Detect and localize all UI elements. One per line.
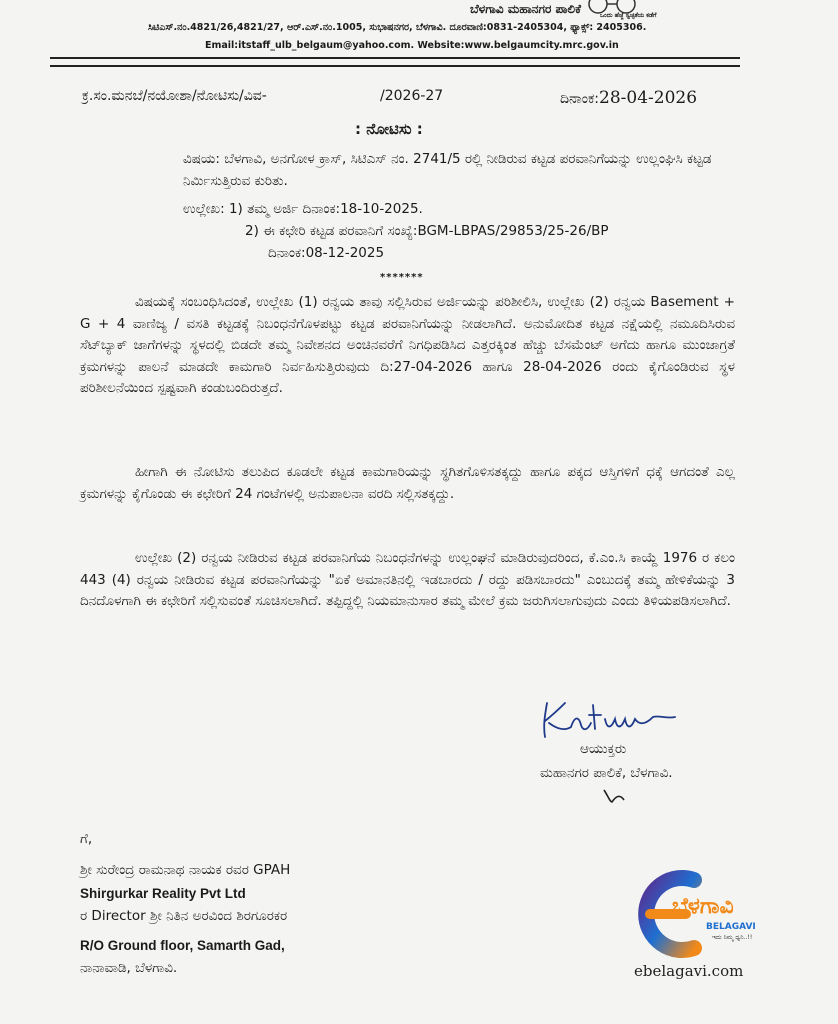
logo-brand: ಬೆಳಗಾವಿ [672,894,734,919]
reference-item-1: 1) ತಮ್ಮ ಅರ್ಜಿ ದಿನಾಂಕ:18-10-2025. [228,201,423,217]
emblem-caption: ಒಂದು ಹೆಜ್ಜೆ ಸ್ವಚ್ಛತೆಯ ಕಡೆಗೆ [600,12,657,19]
reference-item-2: 2) ಈ ಕಛೇರಿ ಕಟ್ಟಡ ಪರವಾನಿಗೆ ಸಂಖ್ಯೆ:BGM-LBPAS/29853/25-26/BP [245,223,609,239]
org-name: ಬೆಳಗಾವಿ ಮಹಾನಗರ ಪಾಲಿಕೆ [470,2,581,16]
reference-date [560,88,697,108]
paragraph-1 [80,292,735,400]
paragraph-3 [80,548,735,613]
subject-text: ಬೆಳಗಾವಿ, ಅನಗೋಳ ಕ್ರಾಸ್, ಸಿಟಿಎಸ್ ನಂ. 2741/5 ರಲ್ಲಿ ನೀಡಿರುವ ಕಟ್ಟಡ ಪರವಾನಿಗೆಯನ್ನು ಉಲ್ಲಂಘಿಸಿ ಕಟ್ಟಡ ನಿರ್ಮಿಸುತ್ತಿರುವ ಕುರಿತು. [183,151,712,189]
reference-number: ಕ್ರ.ಸಂ.ಮನಬೆ/ನಯೋಶಾ/ನೋಟಿಸು/ವಿವ- [82,88,267,104]
reference-item-2-date: ದಿನಾಂಕ:08-12-2025 [268,245,385,261]
subject [183,148,743,192]
notice-title: : ನೋಟಿಸು : [355,120,423,138]
recipient-company: Shirgurkar Reality Pvt Ltd [80,886,246,901]
recipient-director: ರ Director ಶ್ರೀ ನಿತಿನ ಅರವಿಂದ ಶಿರಗೂರಕರ [80,908,288,924]
signatory-role: ಆಯುಕ್ತರು [580,741,627,757]
initials-mark [600,786,640,806]
references-label: ಉಲ್ಲೇಖ: [183,201,225,217]
logo-brand-en: BELAGAVI [706,922,756,932]
paragraph-2-text: ಹೀಗಾಗಿ ಈ ನೋಟಿಸು ತಲುಪಿದ ಕೂಡಲೇ ಕಟ್ಟಡ ಕಾಮಗಾರಿಯನ್ನು ಸ್ಥಗಿತಗೊಳಿಸತಕ್ಕದ್ದು ಹಾಗೂ ಪಕ್ಕದ ಆಸ್ತಿಗಳಿಗೆ ಧಕ್ಕೆ ಆಗದಂತೆ ಎಲ್ಲ ಕ್ರಮಗಳನ್ನು ಕೈಗೊಂಡು ಈ ಕಛೇರಿಗೆ 24 ಗಂಟೆಗಳಲ್ಲಿ ಅನುಪಾಲನಾ ವರದಿ ಸಲ್ಲಿಸತಕ್ಕದ್ದು. [80,464,735,502]
date-value: 28-04-2026 [599,88,698,108]
subject-label: ವಿಷಯ: [183,151,220,167]
references [183,198,743,264]
recipient-address-line-1: R/O Ground floor, Samarth Gad, [80,938,285,953]
recipient-salutation: ಗೆ, [80,831,93,847]
logo-tagline: ಇದು ನಿಮ್ಮ ಧ್ವನಿ..!! [712,934,753,941]
reference-year: /2026-27 [380,88,444,104]
separator: ******* [380,272,424,283]
logo-site: ebelagavi.com [634,962,744,980]
recipient-address-line-2: ನಾನಾವಾಡಿ, ಬೆಳಗಾವಿ. [80,960,178,976]
letterhead-divider [50,57,740,67]
letterhead-contact: Email:itstaff_ulb_belgaum@yahoo.com. Website:www.belgaumcity.mrc.gov.in [205,40,619,51]
paragraph-2 [80,462,735,505]
recipient-name: ಶ್ರೀ ಸುರೇಂದ್ರ ರಾಮನಾಥ ನಾಯಕ ರವರ GPAH [80,862,291,878]
signatory-office: ಮಹಾನಗರ ಪಾಲಿಕೆ, ಬೆಳಗಾವಿ. [540,765,673,781]
paragraph-3-text: ಉಲ್ಲೇಖ (2) ರನ್ವಯ ನೀಡಿರುವ ಕಟ್ಟಡ ಪರವಾನಿಗೆಯ ನಿಬಂಧನೆಗಳನ್ನು ಉಲ್ಲಂಘನೆ ಮಾಡಿರುವುದರಿಂದ, ಕೆ.ಎಂ.ಸಿ ಕಾಯ್ದೆ 1976 ರ ಕಲಂ 443 (4) ರನ್ವಯ ನೀಡಿರುವ ಕಟ್ಟಡ ಪರವಾನಿಗೆಯನ್ನು "ಏಕೆ ಅಮಾನತಿನಲ್ಲಿ ಇಡಬಾರದು / ರದ್ದು ಪಡಿಸಬಾರದು" ಎಂಬುದಕ್ಕೆ ತಮ್ಮ ಹೇಳಿಕೆಯನ್ನು 3 ದಿನದೊಳಗಾಗಿ ಈ ಕಛೇರಿಗೆ ಸಲ್ಲಿಸುವಂತೆ ಸೂಚಿಸಲಾಗಿದೆ. ತಪ್ಪಿದ್ದಲ್ಲಿ ನಿಯಮಾನುಸಾರ ತಮ್ಮ ಮೇಲೆ ಕ್ರಮ ಜರುಗಿಸಲಾಗುವುದು ಎಂದು ತಿಳಿಯಪಡಿಸಲಾಗಿದೆ. [80,550,735,609]
paragraph-1-text: ವಿಷಯಕ್ಕೆ ಸಂಬಂಧಿಸಿದಂತೆ, ಉಲ್ಲೇಖ (1) ರನ್ವಯ ತಾವು ಸಲ್ಲಿಸಿರುವ ಅರ್ಜಿಯನ್ನು ಪರಿಶೀಲಿಸಿ, ಉಲ್ಲೇಖ (2) ರನ್ವಯ Basement + G + 4 ವಾಣಿಜ್ಯ / ವಸತಿ ಕಟ್ಟಡಕ್ಕೆ ನಿಬಂಧನೆಗೊಳಪಟ್ಟು ಕಟ್ಟಡ ಪರವಾನಿಗೆಯನ್ನು ನೀಡಲಾಗಿದೆ. ಅನುಮೋದಿತ ಕಟ್ಟಡ ನಕ್ಷೆಯಲ್ಲಿ ನಮೂದಿಸಿರುವ ಸೆಟ್‌ಬ್ಯಾಕ್ ಜಾಗೆಗಳನ್ನು ಸ್ಥಳದಲ್ಲಿ ಬಿಡದೇ ತಮ್ಮ ನಿವೇಶನದ ಅಂಚಿನವರೆಗೆ ನಿಗಧಿಪಡಿಸಿದ ಎತ್ತರಕ್ಕಿಂತ ಹೆಚ್ಚು ಬೆಸಮೆಂಟ್ ಅಗೆದು ಹಾಗೂ ಮುಂಜಾಗ್ರತೆ ಕ್ರಮಗಳನ್ನು ಪಾಲನೆ ಮಾಡದೇ ಕಾಮಗಾರಿ ನಿರ್ವಹಿಸುತ್ತಿರುವುದು ದಿ:27-04-2026 ಹಾಗೂ 28-04-2026 ರಂದು ಕೈಗೊಂಡಿರುವ ಸ್ಥಳ ಪರಿಶೀಲನೆಯಿಂದ ಸ್ಪಷ್ಟವಾಗಿ ಕಂಡುಬಂದಿರುತ್ತದೆ. [80,294,735,396]
letterhead-address: ಸಿಟಿಎಸ್.ನಂ.4821/26,4821/27, ಆರ್.ಎಸ್.ನಂ.1005, ಸುಭಾಷನಗರ, ಬೆಳಗಾವಿ. ದೂರವಾಣಿ:0831-2405304, ಫ್ಯಾಕ್ಸ್: 2405306. [148,22,647,33]
signature-mark [535,695,695,745]
date-label: ದಿನಾಂಕ: [560,91,599,107]
recipient-block [80,828,580,980]
